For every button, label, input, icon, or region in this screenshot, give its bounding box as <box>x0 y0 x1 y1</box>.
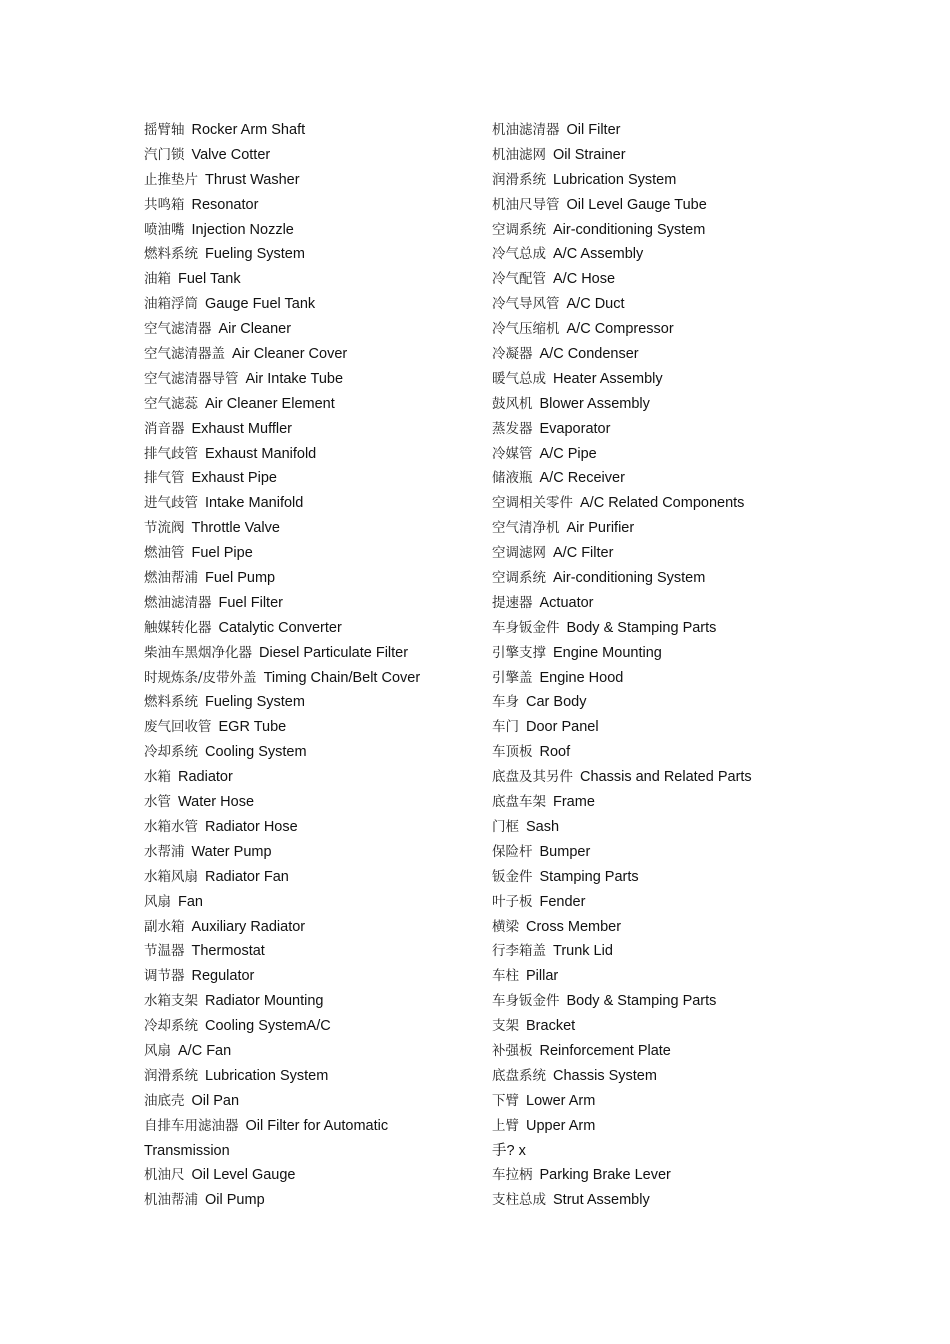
glossary-entry <box>144 790 474 815</box>
english-term: Oil Pan <box>191 1092 240 1109</box>
chinese-term: 油底壳 <box>144 1092 185 1109</box>
chinese-term: 冷却系统 <box>144 744 198 761</box>
glossary-entry <box>144 840 474 865</box>
chinese-term: 机油滤网 <box>492 146 546 163</box>
chinese-term: 空气清净机 <box>492 520 560 537</box>
chinese-term: 柴油车黑烟净化器 <box>144 644 252 661</box>
chinese-term: 共鸣箱 <box>144 196 185 213</box>
glossary-entry <box>492 815 912 840</box>
chinese-term: 触媒转化器 <box>144 619 212 636</box>
english-term: Sash <box>526 818 560 835</box>
chinese-term: 车身 <box>492 694 519 711</box>
english-term: Gauge Fuel Tank <box>205 296 316 313</box>
glossary-entry <box>144 1163 474 1188</box>
chinese-term: 钣金件 <box>492 868 533 885</box>
english-term: Fueling System <box>205 246 305 263</box>
glossary-entry <box>144 591 474 616</box>
glossary-entry <box>492 740 912 765</box>
glossary-entry <box>492 1064 912 1089</box>
glossary-entry <box>492 367 912 392</box>
english-term: Fuel Tank <box>178 271 241 288</box>
glossary-entry <box>492 715 912 740</box>
glossary-entry <box>144 964 474 989</box>
chinese-term: 冷气总成 <box>492 246 546 263</box>
glossary-entry <box>144 666 474 691</box>
glossary-entry <box>492 1163 912 1188</box>
glossary-entry <box>144 193 474 218</box>
english-term: Evaporator <box>539 420 611 437</box>
english-term: Air Intake Tube <box>245 370 344 387</box>
chinese-term: 节温器 <box>144 943 185 960</box>
chinese-term: 空气滤清器导管 <box>144 370 239 387</box>
glossary-entry <box>492 566 912 591</box>
glossary-entry <box>144 342 474 367</box>
chinese-term: 喷油嘴 <box>144 221 185 238</box>
english-term: Air Cleaner Element <box>205 395 335 412</box>
glossary-entry <box>144 616 474 641</box>
glossary-entry <box>492 317 912 342</box>
chinese-term: 水箱水管 <box>144 818 198 835</box>
glossary-entry <box>144 1139 474 1164</box>
glossary-entry <box>492 267 912 292</box>
english-term: Bracket <box>526 1018 576 1035</box>
english-term: EGR Tube <box>218 719 287 736</box>
english-term: Thermostat <box>191 943 265 960</box>
chinese-term: 车顶板 <box>492 744 533 761</box>
english-term: Air-conditioning System <box>553 570 706 587</box>
chinese-term: 空气滤清器盖 <box>144 346 225 363</box>
chinese-term: 副水箱 <box>144 918 185 935</box>
chinese-term: 油箱浮筒 <box>144 296 198 313</box>
english-term: Pillar <box>526 968 559 985</box>
english-term: Exhaust Manifold <box>205 445 317 462</box>
glossary-entry <box>144 168 474 193</box>
chinese-term: 行李箱盖 <box>492 943 546 960</box>
english-term: Transmission <box>144 1142 230 1159</box>
glossary-entry <box>144 1114 474 1139</box>
english-term: A/C Related Components <box>580 495 745 512</box>
chinese-term: 水箱支架 <box>144 993 198 1010</box>
chinese-term: 汽门锁 <box>144 146 185 163</box>
glossary-entry <box>492 143 912 168</box>
glossary-entry <box>144 939 474 964</box>
glossary-entry <box>492 939 912 964</box>
english-term: Exhaust Pipe <box>191 470 277 487</box>
english-term: Exhaust Muffler <box>191 420 292 437</box>
chinese-term: 储液瓶 <box>492 470 533 487</box>
chinese-term: 燃油管 <box>144 545 185 562</box>
glossary-entry <box>144 989 474 1014</box>
chinese-term: 排气歧管 <box>144 445 198 462</box>
glossary-entry <box>492 292 912 317</box>
chinese-term: 空调系统 <box>492 221 546 238</box>
english-term: A/C Condenser <box>539 346 639 363</box>
glossary-entry <box>492 442 912 467</box>
chinese-term: 废气回收管 <box>144 719 212 736</box>
english-term: Oil Filter for Automatic <box>245 1117 389 1134</box>
english-term: Stamping Parts <box>539 868 639 885</box>
english-term: Cross Member <box>526 918 622 935</box>
english-term: Cooling SystemA/C <box>205 1018 331 1035</box>
chinese-term: 进气歧管 <box>144 495 198 512</box>
glossary-entry <box>144 267 474 292</box>
chinese-term: 车门 <box>492 719 519 736</box>
chinese-term: 支柱总成 <box>492 1192 546 1209</box>
english-term: Trunk Lid <box>553 943 613 960</box>
english-term: Frame <box>553 794 595 811</box>
chinese-term: 风扇 <box>144 893 171 910</box>
glossary-entry <box>144 442 474 467</box>
english-term: A/C Duct <box>566 296 625 313</box>
glossary-entry <box>492 193 912 218</box>
english-term: Air Cleaner <box>218 321 292 338</box>
glossary-entry <box>492 466 912 491</box>
glossary-entry <box>144 491 474 516</box>
english-term: Door Panel <box>526 719 599 736</box>
chinese-term: 冷凝器 <box>492 346 533 363</box>
glossary-entry <box>144 1039 474 1064</box>
english-term: Intake Manifold <box>205 495 304 512</box>
glossary-entry <box>492 964 912 989</box>
chinese-term: 水箱 <box>144 769 171 786</box>
glossary-entry <box>492 1089 912 1114</box>
glossary-entry <box>144 740 474 765</box>
chinese-term: 润滑系统 <box>144 1067 198 1084</box>
chinese-term: 上臂 <box>492 1117 519 1134</box>
english-term: Strut Assembly <box>553 1192 650 1209</box>
english-term: Fueling System <box>205 694 305 711</box>
chinese-term: 油箱 <box>144 271 171 288</box>
english-term: A/C Compressor <box>566 321 674 338</box>
chinese-term: 节流阀 <box>144 520 185 537</box>
right-column <box>492 118 912 1213</box>
glossary-entry <box>492 1139 912 1164</box>
chinese-term: 保险杆 <box>492 843 533 860</box>
english-term: Water Pump <box>191 843 272 860</box>
glossary-entry <box>492 1114 912 1139</box>
glossary-entry <box>492 1188 912 1213</box>
english-term: Actuator <box>539 594 594 611</box>
chinese-term: 底盘及其另件 <box>492 769 573 786</box>
chinese-term: 蒸发器 <box>492 420 533 437</box>
chinese-term: 机油滤清器 <box>492 122 560 138</box>
chinese-term: 车拉柄 <box>492 1167 533 1184</box>
chinese-term: 燃油滤清器 <box>144 594 212 611</box>
english-term: Lower Arm <box>526 1092 596 1109</box>
glossary-entry <box>492 616 912 641</box>
glossary-entry <box>492 840 912 865</box>
chinese-term: 底盘车架 <box>492 794 546 811</box>
english-term: Throttle Valve <box>191 520 280 537</box>
glossary-entry <box>492 342 912 367</box>
english-term: A/C Assembly <box>553 246 644 263</box>
english-term: Oil Filter <box>566 122 621 138</box>
english-term: Engine Mounting <box>553 644 662 661</box>
chinese-term: 引擎盖 <box>492 669 533 686</box>
chinese-term: 提速器 <box>492 594 533 611</box>
english-term: 手? x <box>492 1142 526 1159</box>
english-term: Injection Nozzle <box>191 221 294 238</box>
english-term: Chassis System <box>553 1067 657 1084</box>
english-term: Roof <box>539 744 571 761</box>
english-term: A/C Fan <box>178 1042 232 1059</box>
glossary-entry <box>144 890 474 915</box>
english-term: Rocker Arm Shaft <box>191 122 306 138</box>
english-term: Lubrication System <box>205 1067 329 1084</box>
chinese-term: 润滑系统 <box>492 171 546 188</box>
chinese-term: 下臂 <box>492 1092 519 1109</box>
english-term: Oil Pump <box>205 1192 265 1209</box>
english-term: Oil Level Gauge <box>191 1167 296 1184</box>
chinese-term: 燃料系统 <box>144 694 198 711</box>
english-term: Fuel Filter <box>218 594 283 611</box>
glossary-entry <box>144 765 474 790</box>
chinese-term: 水管 <box>144 794 171 811</box>
glossary-entry <box>144 815 474 840</box>
glossary-entry <box>144 641 474 666</box>
chinese-term: 空气滤清器 <box>144 321 212 338</box>
glossary-entry <box>144 715 474 740</box>
glossary-entry <box>492 242 912 267</box>
glossary-entry <box>492 690 912 715</box>
english-term: Valve Cotter <box>191 146 271 163</box>
glossary-entry <box>144 1064 474 1089</box>
glossary-entry <box>492 516 912 541</box>
chinese-term: 车柱 <box>492 968 519 985</box>
english-term: Fuel Pipe <box>191 545 253 562</box>
chinese-term: 横梁 <box>492 918 519 935</box>
english-term: Bumper <box>539 843 591 860</box>
glossary-entry <box>144 317 474 342</box>
glossary-entry <box>144 143 474 168</box>
chinese-term: 空调相关零件 <box>492 495 573 512</box>
english-term: Regulator <box>191 968 255 985</box>
glossary-entry <box>144 915 474 940</box>
chinese-term: 水帮浦 <box>144 843 185 860</box>
glossary-entry <box>492 218 912 243</box>
glossary-entry <box>492 890 912 915</box>
english-term: Car Body <box>526 694 587 711</box>
english-term: Timing Chain/Belt Cover <box>263 669 421 686</box>
glossary-entry <box>492 118 912 143</box>
chinese-term: 燃油帮浦 <box>144 570 198 587</box>
glossary-entry <box>144 292 474 317</box>
english-term: Radiator Hose <box>205 818 298 835</box>
chinese-term: 冷气配管 <box>492 271 546 288</box>
chinese-term: 冷气压缩机 <box>492 321 560 338</box>
chinese-term: 机油尺 <box>144 1167 185 1184</box>
glossary-entry <box>492 1014 912 1039</box>
chinese-term: 暖气总成 <box>492 370 546 387</box>
glossary-entry <box>144 1089 474 1114</box>
english-term: A/C Pipe <box>539 445 597 462</box>
english-term: Water Hose <box>178 794 255 811</box>
chinese-term: 止推垫片 <box>144 171 198 188</box>
glossary-entry <box>144 1188 474 1213</box>
glossary-entry <box>492 989 912 1014</box>
chinese-term: 叶子板 <box>492 893 533 910</box>
english-term: Oil Level Gauge Tube <box>566 196 707 213</box>
chinese-term: 冷气导风管 <box>492 296 560 313</box>
chinese-term: 冷却系统 <box>144 1018 198 1035</box>
english-term: Radiator Fan <box>205 868 289 885</box>
chinese-term: 水箱风扇 <box>144 868 198 885</box>
glossary-entry <box>144 392 474 417</box>
english-term: Air Cleaner Cover <box>232 346 348 363</box>
english-term: Air Purifier <box>566 520 635 537</box>
english-term: A/C Filter <box>553 545 614 562</box>
chinese-term: 车身钣金件 <box>492 993 560 1010</box>
glossary-entry <box>492 541 912 566</box>
english-term: Diesel Particulate Filter <box>259 644 409 661</box>
english-term: Fan <box>178 893 203 910</box>
chinese-term: 风扇 <box>144 1042 171 1059</box>
english-term: Lubrication System <box>553 171 677 188</box>
chinese-term: 门框 <box>492 818 519 835</box>
english-term: Radiator Mounting <box>205 993 324 1010</box>
english-term: Cooling System <box>205 744 307 761</box>
english-term: Thrust Washer <box>205 171 300 188</box>
chinese-term: 冷媒管 <box>492 445 533 462</box>
glossary-entry <box>492 915 912 940</box>
english-term: Heater Assembly <box>553 370 663 387</box>
glossary-entry <box>144 566 474 591</box>
chinese-term: 空调系统 <box>492 570 546 587</box>
chinese-term: 车身钣金件 <box>492 619 560 636</box>
chinese-term: 机油帮浦 <box>144 1192 198 1209</box>
chinese-term: 引擎支撑 <box>492 644 546 661</box>
english-term: Reinforcement Plate <box>539 1042 671 1059</box>
chinese-term: 机油尺导管 <box>492 196 560 213</box>
left-column <box>144 118 474 1213</box>
english-term: A/C Receiver <box>539 470 625 487</box>
glossary-entry <box>492 865 912 890</box>
glossary-entry <box>144 118 474 143</box>
english-term: Fuel Pump <box>205 570 276 587</box>
glossary-entry <box>144 367 474 392</box>
english-term: Resonator <box>191 196 259 213</box>
glossary-entry <box>144 516 474 541</box>
glossary-entry <box>144 541 474 566</box>
glossary-entry <box>492 491 912 516</box>
chinese-term: 摇臂轴 <box>144 122 185 138</box>
chinese-term: 支架 <box>492 1018 519 1035</box>
english-term: Body & Stamping Parts <box>566 619 717 636</box>
english-term: Auxiliary Radiator <box>191 918 306 935</box>
glossary-entry <box>144 417 474 442</box>
glossary-entry <box>492 417 912 442</box>
english-term: Fender <box>539 893 586 910</box>
glossary-entry <box>492 392 912 417</box>
glossary-entry <box>492 168 912 193</box>
glossary-entry <box>492 790 912 815</box>
glossary-entry <box>492 666 912 691</box>
glossary-entry <box>144 865 474 890</box>
english-term: Upper Arm <box>526 1117 596 1134</box>
english-term: Parking Brake Lever <box>539 1167 671 1184</box>
chinese-term: 自排车用滤油器 <box>144 1117 239 1134</box>
chinese-term: 消音器 <box>144 420 185 437</box>
chinese-term: 排气管 <box>144 470 185 487</box>
chinese-term: 时规炼条/皮带外盖 <box>144 669 257 686</box>
glossary-entry <box>492 765 912 790</box>
english-term: Body & Stamping Parts <box>566 993 717 1010</box>
glossary-entry <box>144 1014 474 1039</box>
chinese-term: 空气滤蕊 <box>144 395 198 412</box>
chinese-term: 空调滤网 <box>492 545 546 562</box>
english-term: Blower Assembly <box>539 395 650 412</box>
english-term: Oil Strainer <box>553 146 626 163</box>
english-term: Air-conditioning System <box>553 221 706 238</box>
glossary-entry <box>144 466 474 491</box>
english-term: Chassis and Related Parts <box>580 769 752 786</box>
glossary-entry <box>144 218 474 243</box>
glossary-entry <box>492 591 912 616</box>
english-term: Engine Hood <box>539 669 624 686</box>
chinese-term: 燃料系统 <box>144 246 198 263</box>
chinese-term: 调节器 <box>144 968 185 985</box>
chinese-term: 鼓风机 <box>492 395 533 412</box>
english-term: A/C Hose <box>553 271 616 288</box>
chinese-term: 补强板 <box>492 1042 533 1059</box>
glossary-entry <box>144 690 474 715</box>
glossary-entry <box>144 242 474 267</box>
english-term: Radiator <box>178 769 233 786</box>
english-term: Catalytic Converter <box>218 619 342 636</box>
glossary-entry <box>492 1039 912 1064</box>
glossary-entry <box>492 641 912 666</box>
chinese-term: 底盘系统 <box>492 1067 546 1084</box>
